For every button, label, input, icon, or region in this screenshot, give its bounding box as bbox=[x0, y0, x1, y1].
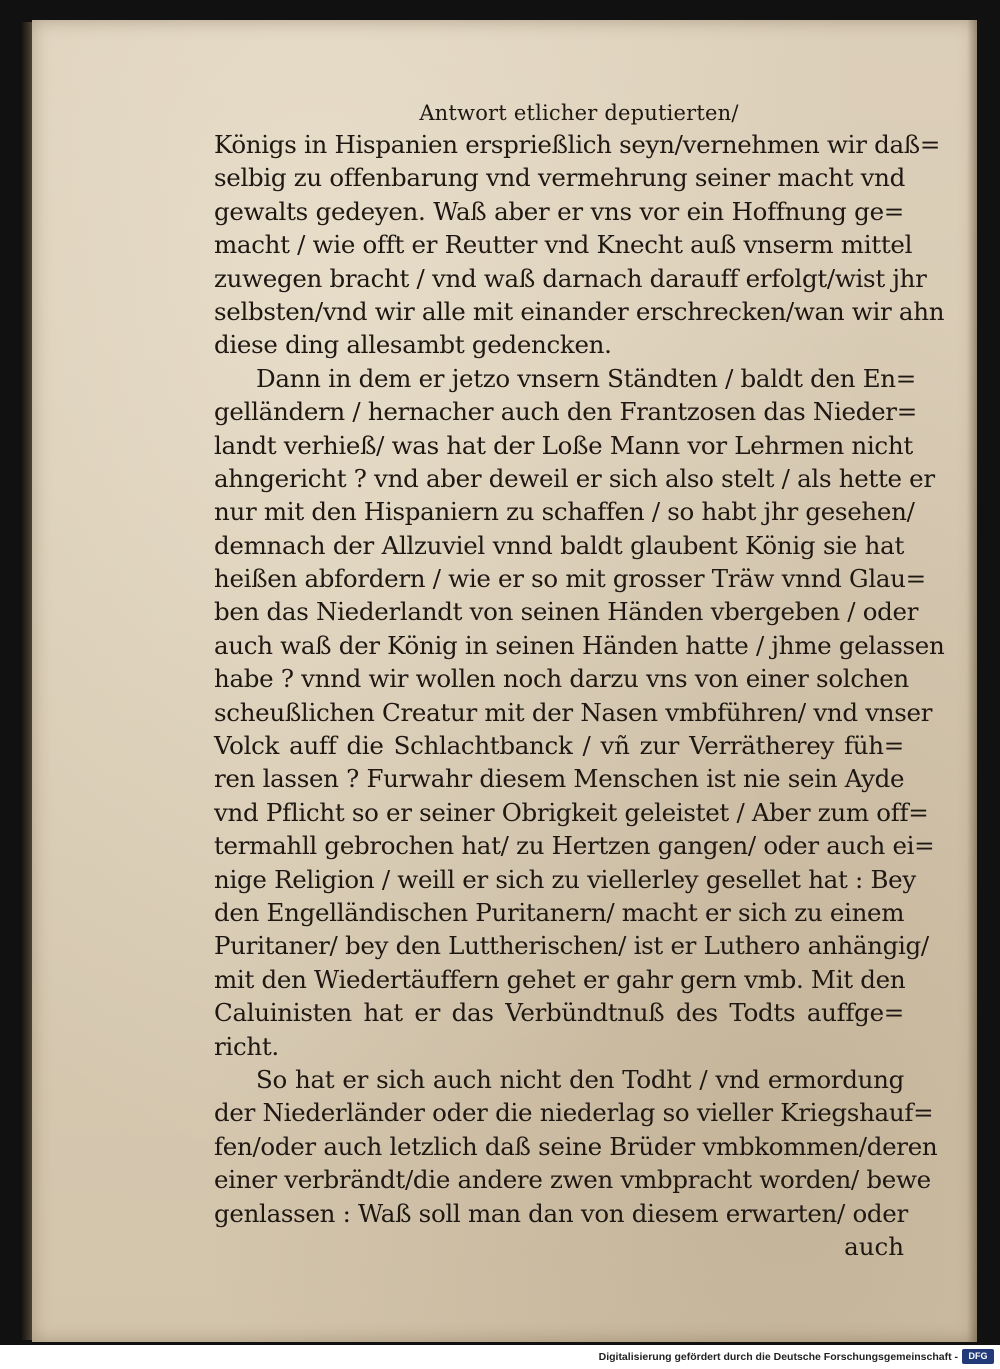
text-line: heißen abfordern / wie er so mit grosser Träw vnnd Glau= bbox=[214, 564, 926, 594]
funding-credit: Digitalisierung gefördert durch die Deutsche Forschungsgemeinschaft - bbox=[598, 1351, 958, 1363]
text-line: Volck auff die Schlachtbanck / vñ zur Verrätherey füh= bbox=[214, 731, 904, 761]
catchword: auch bbox=[844, 1231, 904, 1261]
book-page bbox=[32, 20, 977, 1342]
text-line: demnach der Allzuviel vnnd baldt glaubent König sie hat bbox=[214, 530, 904, 560]
text-line: richt. bbox=[214, 1031, 279, 1061]
running-head: Antwort etlicher deputierten/ bbox=[419, 101, 739, 125]
text-line: vnd Pflicht so er seiner Obrigkeit geleistet / Aber zum off= bbox=[214, 797, 929, 827]
text-line: nur mit den Hispaniern zu schaffen / so habt jhr gesehen/ bbox=[214, 497, 915, 527]
text-line: zuwegen bracht / vnd waß darnach darauff erfolgt/wist jhr bbox=[214, 263, 927, 293]
text-line: einer verbrändt/die andere zwen vmbpracht worden/ bewe bbox=[214, 1165, 931, 1195]
text-line: ben das Niederlandt von seinen Händen vbergeben / oder bbox=[214, 597, 919, 627]
page-shadow bbox=[967, 20, 977, 1342]
text-line: Caluinisten hat er das Verbündtnuß des Todts auffge= bbox=[214, 998, 904, 1028]
text-line: habe ? vnnd wir wollen noch darzu vns von einer solchen bbox=[214, 664, 909, 694]
text-line: mit den Wiedertäuffern gehet er gahr gern vmb. Mit den bbox=[214, 964, 906, 994]
text-line: scheußlichen Creatur mit der Nasen vmbführen/ vnd vnser bbox=[214, 697, 933, 727]
text-line: den Engelländischen Puritanern/ macht er sich zu einem bbox=[214, 897, 905, 927]
text-block bbox=[214, 98, 945, 1263]
text-line: gelländern / hernacher auch den Frantzosen das Nieder= bbox=[214, 397, 917, 427]
paragraph-start-line: So hat er sich auch nicht den Todht / vnd ermordung bbox=[256, 1064, 904, 1094]
text-line: diese ding allesambt gedencken. bbox=[214, 330, 612, 360]
text-line: macht / wie offt er Reutter vnd Knecht auß vnserm mittel bbox=[214, 230, 913, 260]
text-line: der Niederländer oder die niederlag so vieller Kriegshauf= bbox=[214, 1098, 934, 1128]
text-line: selbig zu offenbarung vnd vermehrung seiner macht vnd bbox=[214, 163, 906, 193]
dfg-logo: DFG bbox=[962, 1349, 994, 1364]
text-line: fen/oder auch letzlich daß seine Brüder vmbkommen/deren bbox=[214, 1131, 938, 1161]
text-line: genlassen : Waß soll man dan von diesem erwarten/ oder bbox=[214, 1198, 908, 1228]
text-line: Königs in Hispanien ersprießlich seyn/vernehmen wir daß= bbox=[214, 130, 941, 159]
text-line: landt verhieß/ was hat der Loße Mann vor Lehrmen nicht bbox=[214, 430, 913, 460]
text-line: ahngericht ? vnd aber deweil er sich also stelt / als hette er bbox=[214, 463, 935, 493]
text-line: nige Religion / weill er sich zu viellerley gesellet hat : Bey bbox=[214, 864, 916, 894]
text-line: gewalts gedeyen. Waß aber er vns vor ein Hoffnung ge= bbox=[214, 196, 904, 226]
text-line: ren lassen ? Furwahr diesem Menschen ist nie sein Ayde bbox=[214, 764, 905, 794]
text-line: Puritaner/ bey den Luttherischen/ ist er Luthero anhängig/ bbox=[214, 931, 929, 961]
text-line: selbsten/vnd wir alle mit einander erschrecken/wan wir ahn bbox=[214, 296, 945, 326]
text-line: auch waß der König in seinen Händen hatte / jhme gelassen bbox=[214, 630, 945, 660]
text-line: termahll gebrochen hat/ zu Hertzen gangen/ oder auch ei= bbox=[214, 831, 935, 861]
paragraph-start-line: Dann in dem er jetzo vnsern Ständten / baldt den En= bbox=[256, 363, 916, 393]
